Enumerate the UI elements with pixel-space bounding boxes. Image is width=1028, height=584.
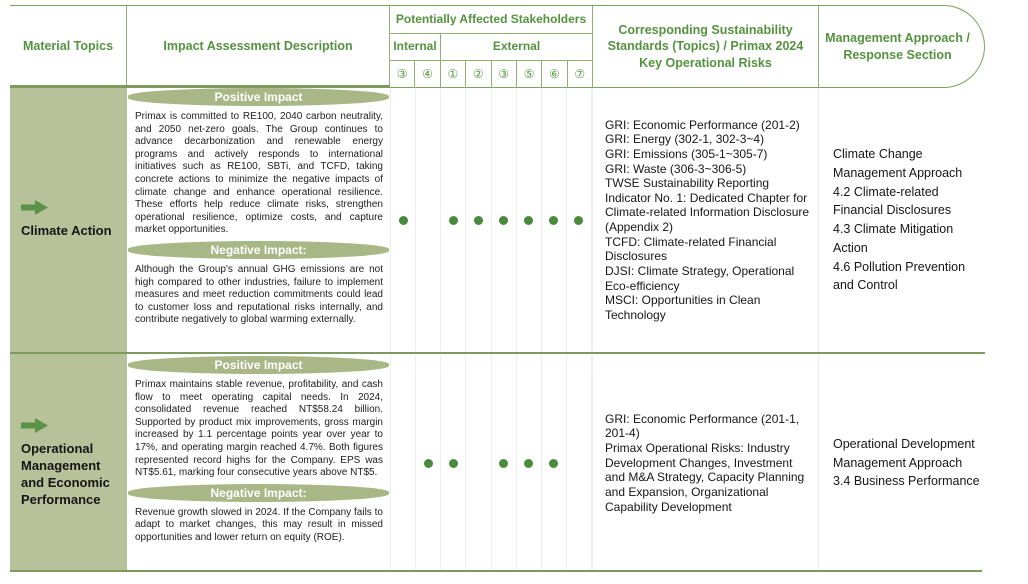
- standard-line: Primax Operational Risks: Industry Development Changes, Investment and M&A Strategy, Capacity Planning and Expansion, Organizational Capability Development: [605, 441, 805, 514]
- management-line: 4.6 Pollution Prevention and Control: [833, 259, 966, 293]
- col-header-impact-assessment: Impact Assessment Description: [127, 6, 390, 87]
- stakeholder-dot: [449, 216, 458, 225]
- standard-line: DJSI: Climate Strategy, Operational Eco-efficiency: [605, 263, 795, 293]
- management-line: 4.2 Climate-related Financial Disclosures: [833, 184, 952, 218]
- material-topic-label: Operational Management and Economic Performance: [21, 440, 110, 508]
- management-approach-cell: [818, 354, 985, 572]
- stakeholders-external-label: External: [492, 39, 541, 54]
- standard-line: GRI: Economic Performance (201-2): [605, 117, 800, 132]
- stakeholder-dot: [524, 459, 533, 468]
- standard-line: TCFD: Climate-related Financial Disclosures: [605, 234, 777, 264]
- negative-impact-bar: Negative Impact:: [128, 484, 389, 502]
- table-header: [10, 5, 985, 88]
- stakeholder-cell: [416, 354, 441, 572]
- standard-line: GRI: Emissions (305-1~305-7): [605, 146, 768, 161]
- stakeholder-dot: [499, 459, 508, 468]
- stakeholder-dot: [424, 459, 433, 468]
- col-header-standards: Corresponding Sustainability Standards (Topics) / Primax 2024 Key Operational Risks: [592, 6, 818, 87]
- stakeholder-number-icons: [390, 61, 592, 88]
- table-row: [10, 88, 985, 352]
- stakeholders-title: Potentially Affected Stakeholders: [390, 6, 592, 34]
- stakeholders-groups: [390, 34, 592, 61]
- stakeholder-cell: [517, 354, 542, 572]
- stakeholder-number-icon: ⑦: [574, 66, 586, 81]
- negative-impact-text: Revenue growth slowed in 2024. If the Company fails to adapt to market changes, this may result in missed opportunities and lower return on equity (ROE).: [135, 506, 383, 543]
- management-approach-cell: [818, 88, 985, 352]
- stakeholder-cell: [441, 354, 466, 572]
- stakeholder-cell: [466, 88, 491, 352]
- stakeholder-number-icon: ②: [466, 61, 491, 88]
- standard-line: GRI: Economic Performance (201-1, 201-4): [605, 411, 800, 441]
- stakeholder-dot: [549, 216, 558, 225]
- right-arrow-icon: [21, 418, 48, 433]
- standard-line: GRI: Energy (302-1, 302-3~4): [605, 132, 765, 147]
- col-header-management: Management Approach / Response Section: [818, 6, 984, 87]
- positive-impact-bar: Positive Impact: [128, 88, 389, 106]
- stakeholder-cell: [542, 354, 567, 572]
- stakeholder-cell: [492, 88, 517, 352]
- stakeholder-dot: [574, 216, 583, 225]
- stakeholder-number-icon: ④: [415, 61, 440, 88]
- stakeholder-dot: [499, 216, 508, 225]
- impact-description-cell: [127, 88, 390, 352]
- stakeholder-dot: [399, 216, 408, 225]
- stakeholder-cell: [416, 88, 441, 352]
- management-line: Climate Change Management Approach: [833, 147, 963, 180]
- stakeholder-dots-cell: [390, 354, 592, 572]
- stakeholder-number-icon: ⑤: [517, 61, 542, 88]
- impact-description-cell: [127, 354, 390, 572]
- stakeholder-number-icon: ⑥: [542, 61, 567, 88]
- management-line: 3.4 Business Performance: [833, 474, 980, 489]
- stakeholder-dot: [549, 459, 558, 468]
- stakeholder-cell: [391, 88, 416, 352]
- stakeholder-cell: [567, 354, 592, 572]
- stakeholder-cell: [391, 354, 416, 572]
- positive-impact-text: Primax maintains stable revenue, profitability, and cash flow to meet operating capital needs. In 2024, consolidated revenue reached NT$58.24 billion. Supported by product mix improvements, gross margin increased by 1.1 percentage points year over year to 17%, and operating margin reached 4.7%. Both figures represented record highs for the Company. EPS was NT$5.61, marking four consecutive years above NT$5.: [135, 379, 383, 479]
- stakeholder-cell: [542, 88, 567, 352]
- col-header-material-topics: Material Topics: [10, 6, 127, 87]
- material-topic-cell: [10, 354, 127, 572]
- table-bottom-border: [10, 570, 982, 572]
- management-line: 4.3 Climate Mitigation Action: [833, 222, 954, 255]
- stakeholder-dots-cell: [390, 88, 592, 352]
- standard-line: TWSE Sustainability Reporting Indicator No. 1: Dedicated Chapter for Climate-related Information Disclosure (Appendix 2): [605, 176, 810, 234]
- standards-cell: [592, 88, 818, 352]
- standards-cell: [592, 354, 818, 572]
- material-topic-cell: [10, 88, 127, 352]
- stakeholder-number-icon: ③: [492, 61, 517, 88]
- material-topic-label: Climate Action: [21, 223, 112, 239]
- stakeholder-number-icon: ①: [441, 61, 466, 88]
- positive-impact-text: Primax is committed to RE100, 2040 carbon neutrality, and 2050 net-zero goals. The Group continues to advance decarbonization and renewable energy programs and actively responds to international initiatives such as RE100, SBTi, and TCFD, taking concrete actions to minimize the negative impacts of climate change and enhance operational resilience. These efforts help reduce climate risks, strengthen operational resilience, optimize costs, and capture market opportunities.: [135, 111, 383, 236]
- stakeholder-cell: [441, 88, 466, 352]
- standard-line: MSCI: Opportunities in Clean Technology: [605, 293, 761, 322]
- stakeholder-dot: [474, 216, 483, 225]
- management-line: Operational Development Management Approach: [833, 436, 975, 470]
- stakeholder-dot: [524, 216, 533, 225]
- negative-impact-text: Although the Group's annual GHG emissions are not high compared to other industries, failure to implement measures and meet reduction commitments could lead to customer loss and reputational risks internally, and contribute negatively to global warming externally.: [135, 263, 383, 326]
- negative-impact-bar: Negative Impact:: [128, 241, 389, 259]
- stakeholder-number-icon: ③: [390, 61, 415, 88]
- standard-line: GRI: Waste (306-3~306-5): [605, 161, 747, 176]
- stakeholder-cell: [492, 354, 517, 572]
- stakeholder-cell: [466, 354, 491, 572]
- stakeholder-cell: [517, 88, 542, 352]
- right-arrow-icon: [21, 200, 48, 215]
- stakeholder-cell: [567, 88, 592, 352]
- positive-impact-bar: Positive Impact: [128, 356, 389, 374]
- table-row: [10, 352, 985, 572]
- stakeholder-dot: [449, 459, 458, 468]
- col-header-stakeholders: [390, 6, 592, 87]
- stakeholders-internal-label: Internal: [390, 34, 441, 60]
